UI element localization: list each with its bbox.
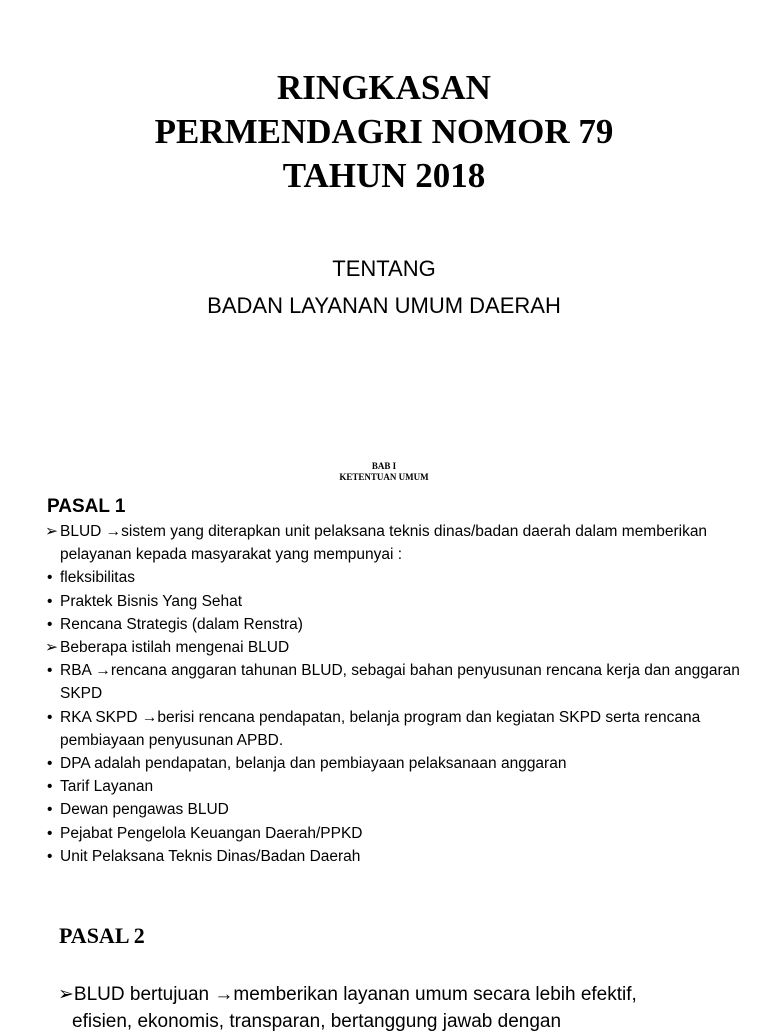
chapter-name: KETENTUAN UMUM [339,472,429,482]
bullet-icon: • [47,801,53,819]
bullet-icon: • [47,847,53,865]
list-item-text: Beberapa istilah mengenai BLUD [60,639,290,657]
list-item-text: BLUD →sistem yang diterapkan unit pelaksana teknis dinas/badan daerah dalam memberikan pelayanan kepada masyarakat yang mempunyai : [60,523,708,564]
list-item-text: Unit Pelaksana Teknis Dinas/Badan Daerah [60,847,361,865]
bullet-icon: • [47,615,53,633]
list-item [45,706,745,752]
subtitle-line-2: BADAN LAYANAN UMUM DAERAH [207,293,561,318]
list-item-text: Rencana Strategis (dalam Renstra) [60,615,303,633]
bullet-icon: • [47,824,53,842]
list-item-text: RKA SKPD →berisi rencana pendapatan, belanja program dan kegiatan SKPD serta rencana pembiayaan penyusunan APBD. [60,708,701,749]
list-item [45,590,745,613]
list-item [45,752,745,775]
bullet-icon: • [47,662,53,680]
bullet-icon: • [47,755,53,773]
title-line-1: RINGKASAN [277,68,491,107]
document-subtitle [0,250,768,324]
bullet-icon: • [47,708,53,726]
bullet-icon: • [47,569,53,587]
list-item-text: Dewan pengawas BLUD [60,801,229,819]
list-item [45,775,745,798]
pasal-2-line-1-text: BLUD bertujuan →memberikan layanan umum secara lebih efektif, [73,984,637,1005]
list-item [45,659,745,705]
subtitle-line-1: TENTANG [332,256,436,281]
pasal-1-list [45,520,745,868]
list-item [45,845,745,868]
list-item [45,566,745,589]
arrowhead-bullet-icon: ➢ [58,984,74,1005]
list-item [45,822,745,845]
document-title [0,66,768,198]
list-item-text: RBA →rencana anggaran tahunan BLUD, sebagai bahan penyusunan rencana kerja dan anggaran SKPD [60,662,740,703]
chapter-number: BAB I [371,461,397,471]
list-item [45,520,745,566]
list-item-text: Tarif Layanan [60,778,154,796]
list-item-text: DPA adalah pendapatan, belanja dan pembiayaan pelaksanaan anggaran [60,755,567,773]
pasal-2-line-1 [58,981,738,1008]
list-item [45,798,745,821]
pasal-1-heading: PASAL 1 [47,496,126,517]
list-item [45,613,745,636]
bullet-icon: • [47,778,53,796]
list-item-text: Pejabat Pengelola Keuangan Daerah/PPKD [60,824,363,842]
chapter-heading [0,461,768,483]
title-line-2: PERMENDAGRI NOMOR 79 [154,112,614,151]
title-line-3: TAHUN 2018 [282,156,486,195]
list-item-text: fleksibilitas [60,569,135,587]
pasal-2-line-2: efisien, ekonomis, transparan, bertanggung jawab dengan [72,1011,562,1032]
list-item-text: Praktek Bisnis Yang Sehat [60,592,243,610]
arrowhead-bullet-icon: ➢ [45,639,58,657]
pasal-2-paragraph [58,981,738,1035]
list-item [45,636,745,659]
bullet-icon: • [47,592,53,610]
pasal-2-heading: PASAL 2 [59,923,145,948]
arrowhead-bullet-icon: ➢ [45,523,58,540]
